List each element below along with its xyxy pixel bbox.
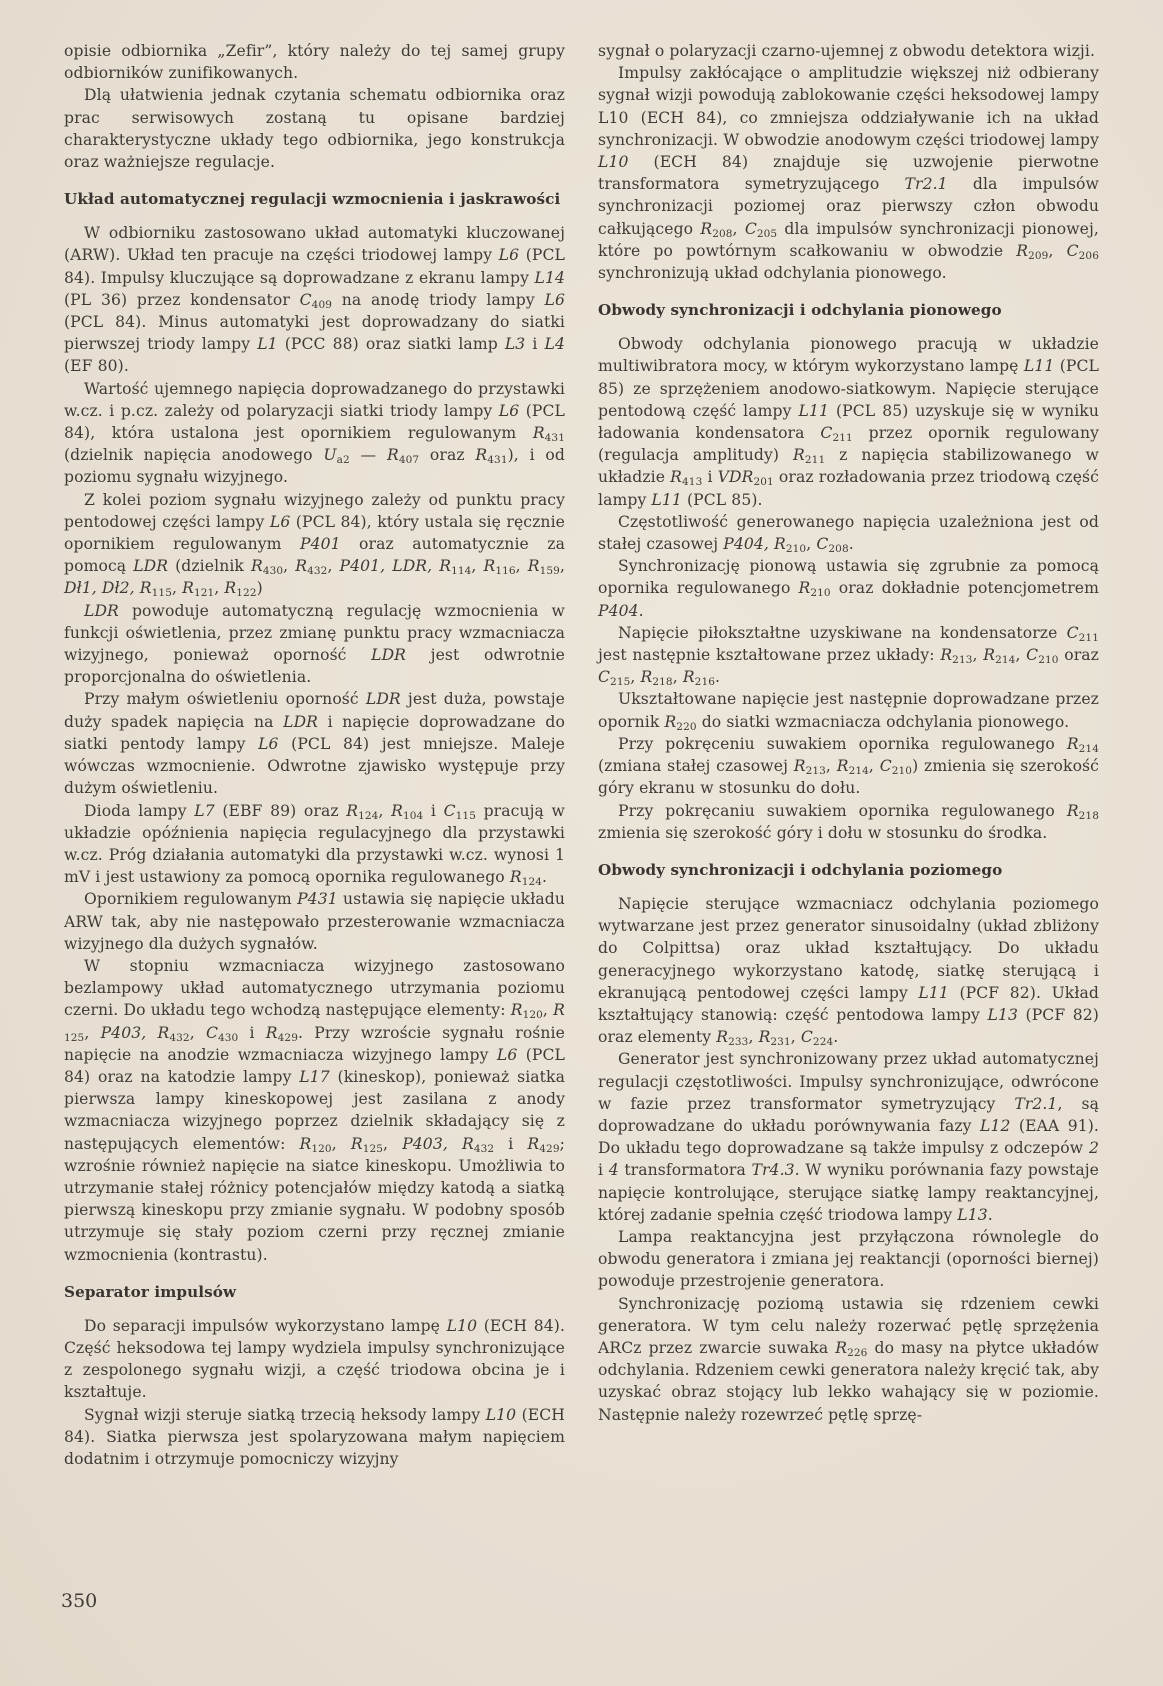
text-run: do siatki wzmacniacza odchylania pionowego. <box>696 712 1070 731</box>
paragraph <box>598 893 1099 1048</box>
text-run: (EBF 89) oraz <box>214 801 347 820</box>
text-run: , <box>214 579 225 598</box>
subscript: 124 <box>358 809 379 822</box>
component-ref: C <box>598 668 611 687</box>
subscript: 215 <box>610 676 631 689</box>
component-ref: P403, R <box>402 1134 474 1153</box>
subscript: 115 <box>151 587 172 600</box>
text-run: i <box>494 1134 528 1153</box>
section-heading: Układ automatycznej regulacji wzmocnienia i jaskrawości <box>64 190 561 209</box>
text-run: do masy na płytce układów odchylania. Rdzeniem cewki generatora należy kręcić tak, aby uzyskać obraz stojący lub lekko wahający się w poziomie. Następnie należy rozewrzeć pętlę sprzę- <box>598 1338 1099 1424</box>
component-ref: R <box>527 557 540 576</box>
paragraph <box>64 84 565 173</box>
component-ref: R <box>295 557 308 576</box>
text-run: , <box>383 1134 403 1153</box>
text-run: Dioda lampy <box>84 801 195 820</box>
component-ref: L3 <box>504 335 526 354</box>
component-ref: R <box>553 1001 565 1020</box>
text-run: , <box>559 557 565 576</box>
text-run: , <box>868 757 880 776</box>
paragraph <box>64 888 565 955</box>
subscript: 218 <box>1078 809 1099 822</box>
text-run: (EAA 91). Do układu tego doprowadzane są także impulsy z odczepów <box>598 1116 1099 1158</box>
component-ref: Tr2.1 <box>1014 1094 1058 1113</box>
text-run: , <box>283 557 296 576</box>
text-run: oraz <box>419 446 476 465</box>
subscript: 432 <box>307 565 328 578</box>
component-ref: L6 <box>498 246 520 265</box>
text-run: (PCL 84). Minus automatyki jest doprowadzany do siatki pierwszej triody lampy <box>64 313 565 354</box>
text-run: przez opornik regulowany (regulacja amplitudy) <box>598 424 1100 465</box>
subscript: 226 <box>847 1346 868 1359</box>
component-ref: R <box>386 446 399 465</box>
component-ref: P404, R <box>723 535 786 554</box>
text-run: , <box>1048 241 1067 260</box>
text-run: opisie odbiornika „Zefir”, który należy do tej samej grupy odbiorników zunifikowanych. <box>64 42 565 83</box>
component-ref: R <box>983 646 996 665</box>
text-run: (PCL 84) jest mniejsze. Maleje wówczas wzmocnienie. Odwrotne zjawisko występuje przy dużym oświetleniu. <box>64 734 565 798</box>
subscript: 124 <box>521 876 543 889</box>
component-ref: R <box>940 646 953 665</box>
component-ref: LDR <box>365 690 401 709</box>
subscript: 120 <box>522 1009 543 1022</box>
text-run: , <box>1015 646 1027 665</box>
text-run: (dzielnik napięcia anodowego <box>64 446 324 465</box>
subscript: 224 <box>812 1036 834 1049</box>
subscript: 122 <box>236 587 257 600</box>
component-ref: P404 <box>598 601 639 620</box>
paragraph <box>64 222 565 377</box>
component-ref: C <box>299 290 312 309</box>
paragraph <box>598 688 1099 732</box>
text-run: jest odwrotnie proporcjonalna do oświetlenia. <box>64 646 565 687</box>
component-ref: LDR <box>283 712 319 731</box>
component-ref: L6 <box>269 512 291 531</box>
component-ref: L11 <box>1023 357 1055 376</box>
paragraph <box>598 1293 1099 1426</box>
text-run: — <box>349 446 387 465</box>
paragraph <box>64 955 565 1266</box>
text-run: Przy małym oświetleniu oporność <box>84 690 366 709</box>
component-ref: C <box>820 424 833 443</box>
text-run: z napięcia stabilizowanego w układzie <box>598 446 1100 487</box>
subscript: 211 <box>1078 631 1099 644</box>
subscript: 210 <box>891 765 913 778</box>
text-run: oraz rozładowania przez triodową część lampy <box>598 468 1099 509</box>
text-run: (PL 36) przez kondensator <box>64 290 300 309</box>
paragraph <box>598 1226 1099 1293</box>
component-ref: L1 <box>257 335 278 354</box>
text-run: , <box>732 219 745 238</box>
component-ref: C <box>1066 241 1079 260</box>
component-ref: P401 <box>299 535 341 554</box>
subscript: 209 <box>1028 249 1049 262</box>
text-run: zmienia się szerokość góry i dołu w stosunku do środka. <box>598 823 1048 842</box>
component-ref: R <box>682 668 695 687</box>
paragraph <box>64 688 565 799</box>
subscript: 114 <box>451 565 472 578</box>
component-ref: R <box>483 557 496 576</box>
paragraph <box>64 40 565 84</box>
component-ref: C <box>879 757 892 776</box>
text-run: , <box>327 557 340 576</box>
component-ref: R <box>798 579 811 598</box>
paragraph <box>598 555 1099 622</box>
subscript: a2 <box>336 454 350 467</box>
subscript: 208 <box>828 543 849 556</box>
component-ref: R <box>391 801 403 820</box>
component-ref: 2 <box>1088 1139 1099 1158</box>
subscript: 210 <box>810 587 831 600</box>
text-run: , <box>630 668 641 687</box>
text-run: , <box>790 1028 801 1047</box>
text-run: Do separacji impulsów wykorzystano lampę <box>84 1316 447 1335</box>
text-run: (PCL 84), która ustalona jest opornikiem regulowanym <box>64 401 565 443</box>
component-ref: C <box>744 219 757 238</box>
component-ref: L11 <box>651 490 682 509</box>
subscript: 205 <box>756 227 778 240</box>
text-run: jest następnie kształtowane przez układy: <box>598 646 941 665</box>
text-run: (PCL 85) ze sprzężeniem anodowo-siatkowym. Napięcie sterujące pentodową część lampy <box>598 357 1099 420</box>
text-run: powoduje automatyczną regulację wzmocnienia w funkcji oświetlenia, przez zmianę punktu pracy wzmacniacza wizyjnego, ponieważ oporność <box>64 601 565 665</box>
subscript: 213 <box>805 765 826 778</box>
subscript: 431 <box>487 454 508 467</box>
text-run: , <box>825 757 837 776</box>
subscript: 121 <box>193 587 215 600</box>
paragraph <box>598 511 1099 555</box>
section-heading: Separator impulsów <box>64 1282 237 1301</box>
component-ref: R <box>1066 734 1079 753</box>
text-run: , <box>471 557 484 576</box>
text-run: , <box>84 1023 101 1042</box>
component-ref: C <box>443 801 456 820</box>
component-ref: VDR <box>717 468 754 487</box>
text-run: i <box>702 468 718 487</box>
component-ref: R <box>510 1001 523 1020</box>
component-ref: Tr2.1 <box>904 175 948 194</box>
paragraph <box>598 1048 1099 1226</box>
component-ref: R <box>836 757 849 776</box>
text-run: (ECH 84). Siatka pierwsza jest spolaryzowana małym napięciem dodatnim i otrzymuje pomocniczy wizyjny <box>64 1405 565 1468</box>
text-run: , <box>171 579 183 598</box>
text-run: sygnał o polaryzacji czarno-ujemnej z obwodu detektora wizji. <box>598 42 1095 60</box>
text-run: ), i od poziomu sygnału wizyjnego. <box>64 446 565 487</box>
subscript: 116 <box>495 565 516 578</box>
component-ref: Tr4.3 <box>751 1161 795 1180</box>
text-run: Częstotliwość generowanego napięcia uzależniona jest od stałej czasowej <box>598 512 1099 554</box>
component-ref: Dł1, Dł2, R <box>64 579 152 598</box>
text-run: Wartość ujemnego napięcia doprowadzanego do przystawki w.cz. i p.cz. zależy od polaryzacji siatki triody lampy <box>64 379 565 420</box>
subscript: 104 <box>402 809 424 822</box>
text-run: , są doprowadzane do układu porównywania fazy <box>598 1094 1099 1135</box>
component-ref: L10 <box>598 153 629 172</box>
text-run: Sygnał wizji steruje siatką trzecią heksody lampy <box>84 1405 486 1424</box>
text-run: . W wyniku porównania fazy powstaje napięcie kontrolujące, sterujące siatkę lampy reaktancyjnej, której zadanie spełnia część triodowa lampy <box>598 1161 1099 1224</box>
component-ref: L6 <box>544 290 565 309</box>
component-ref: L14 <box>534 268 565 287</box>
subscript: 216 <box>694 676 716 689</box>
text-run: . <box>715 668 721 687</box>
text-run: Napięcie piłokształtne uzyskiwane na kondensatorze <box>618 623 1067 642</box>
component-ref: L10 <box>446 1316 478 1335</box>
component-ref: R <box>250 557 263 576</box>
subscript: 220 <box>676 720 697 733</box>
component-ref: L11 <box>798 401 830 420</box>
component-ref: R <box>224 579 237 598</box>
text-run: i <box>423 801 444 820</box>
text-run: , <box>331 1134 351 1153</box>
component-ref: R <box>475 446 488 465</box>
text-run: Przy pokręcaniu suwakiem opornika regulowanego <box>618 801 1067 820</box>
text-run: oraz automatycznie za pomocą <box>64 535 565 576</box>
text-run: Lampa reaktancyjna jest przyłączona równolegle do obwodu generatora i zmiana jej reaktancji (oporności biernej) powoduje przestrojenie generatora. <box>598 1227 1099 1291</box>
text-run: synchronizują układ odchylania pionowego. <box>598 264 947 283</box>
text-run: i <box>598 1161 609 1180</box>
subscript: 431 <box>544 432 565 445</box>
component-ref: L13 <box>957 1205 988 1224</box>
component-ref: P403, R <box>100 1023 170 1042</box>
component-ref: L7 <box>194 801 215 820</box>
text-run: , <box>672 668 683 687</box>
paragraph <box>598 333 1099 511</box>
text-run: dla impulsów synchronizacji pionowej, które po powtórnym scałkowaniu w obwodzie <box>598 219 1099 260</box>
component-ref: R <box>265 1023 278 1042</box>
component-ref: LDR <box>371 646 407 665</box>
text-run: , <box>189 1023 206 1042</box>
paragraph <box>598 62 1099 284</box>
paragraph <box>598 733 1099 800</box>
subscript: 206 <box>1078 249 1099 262</box>
component-ref: C <box>816 535 829 554</box>
subscript: 214 <box>848 765 869 778</box>
component-ref: C <box>1026 646 1039 665</box>
subscript: 430 <box>262 565 284 578</box>
right-column <box>598 40 1099 1426</box>
text-run: (PCL 84), który ustala się ręcznie opornikiem regulowanym <box>64 512 565 554</box>
subscript: 125 <box>362 1142 384 1155</box>
component-ref: R <box>182 579 194 598</box>
component-ref: R <box>793 446 805 465</box>
subscript: 201 <box>753 476 774 489</box>
paragraph <box>64 600 565 689</box>
text-run: Ukształtowane napięcie jest następnie doprowadzane przez opornik <box>598 690 1099 731</box>
text-run: dla impulsów synchronizacji poziomej oraz pierwszy człon obwodu całkującego <box>598 175 1099 238</box>
subscript: 214 <box>1078 742 1099 755</box>
paragraph <box>64 1404 565 1471</box>
component-ref: R <box>835 1338 848 1357</box>
text-run: i <box>525 335 545 354</box>
component-ref: R <box>716 1028 729 1047</box>
text-run: Przy pokręceniu suwakiem opornika regulowanego <box>618 734 1067 753</box>
subscript: 432 <box>169 1031 190 1044</box>
component-ref: R <box>1066 801 1079 820</box>
component-ref: L4 <box>544 335 566 354</box>
component-ref: R <box>350 1134 363 1153</box>
subscript: 413 <box>682 476 703 489</box>
component-ref: L17 <box>299 1067 330 1086</box>
text-run: (ECH 84) znajduje się uzwojenie pierwotne transformatora symetryzującego <box>598 153 1099 194</box>
component-ref: R <box>532 424 545 443</box>
text-run: (PCL 84) oraz na katodzie lampy <box>64 1045 565 1086</box>
text-run: . Przy wzroście sygnału rośnie napięcie na anodzie wzmacniacza wizyjnego lampy <box>64 1023 565 1064</box>
text-run: (PCF 82). Układ kształtujący stanowią: część pentodowa lampy <box>598 983 1099 1024</box>
text-run: ; wzrośnie również napięcie na siatce kineskopu. Umożliwia to utrzymanie stałej różnicy potencjałów między katodą a siatką pierwszą kineskopu przy zmianie sygnału. W podobny sposób utrzymuje się stały poziom czerni przy ręcznej zmianie wzmocnienia (kontrastu). <box>64 1134 565 1264</box>
component-ref: L6 <box>496 1045 518 1064</box>
subscript: 120 <box>311 1142 332 1155</box>
subscript: 115 <box>455 809 476 822</box>
text-run: pracują w układzie opóźnienia napięcia regulacyjnego dla przystawki w.cz. Próg działania automatyki dla przystawki w.cz. wynosi 1 mV i jest ustawiony za pomocą opornika regulowanego <box>64 801 565 887</box>
paragraph <box>598 40 1099 62</box>
text-run: (kineskop), ponieważ siatka pierwsza lampy kineskopowej jest zasilana z anody wzmacniacza wizyjnego poprzez dzielnik składający się z następujących elementów: <box>64 1067 565 1153</box>
paragraph <box>598 800 1099 844</box>
subscript: 430 <box>217 1031 239 1044</box>
subscript: 214 <box>995 654 1016 667</box>
text-run: Synchronizację pionową ustawia się zgrubnie za pomocą opornika regulowanego <box>598 557 1099 598</box>
component-ref: R <box>1016 241 1029 260</box>
text-run: oraz <box>1058 646 1099 665</box>
subscript: 231 <box>770 1036 791 1049</box>
component-ref: L6 <box>498 401 520 420</box>
section-heading: Obwody synchronizacji i odchylania pionowego <box>598 301 1002 320</box>
subscript: 218 <box>652 676 673 689</box>
subscript: 208 <box>712 227 733 240</box>
text-run: Impulsy zakłócające o amplitudzie większej niż odbierany sygnał wizji powodują zablokowanie części heksodowej lampy L10 (ECH 84), co zmniejsza oddziaływanie ich na układ synchronizacji. W obwodzie anodowym części triodowej lampy <box>598 64 1099 149</box>
paragraph <box>64 378 565 489</box>
text-run: na anodę triody lampy <box>332 290 545 309</box>
paragraph <box>64 489 565 600</box>
text-run: ) zmienia się szerokość góry ekranu w stosunku do dołu. <box>598 757 1099 798</box>
component-ref: C <box>800 1028 813 1047</box>
text-run: (PCL 85). <box>681 490 763 509</box>
subscript: 210 <box>785 543 807 556</box>
text-run: (PCL 84). Impulsy kluczujące są doprowadzane z ekranu lampy <box>64 246 565 287</box>
subscript: 211 <box>832 432 853 445</box>
component-ref: P401, LDR, R <box>339 557 452 576</box>
subscript: 125 <box>64 1031 85 1044</box>
text-run: , <box>542 1001 554 1020</box>
text-run: Opornikiem regulowanym <box>84 890 298 909</box>
section-heading: Obwody synchronizacji i odchylania poziomego <box>598 860 1003 879</box>
text-run: jest duża, powstaje duży spadek napięcia na <box>64 690 566 731</box>
subscript: 159 <box>539 565 560 578</box>
text-run: (dzielnik <box>168 557 251 576</box>
component-ref: U <box>323 446 337 465</box>
paragraph <box>64 1315 565 1404</box>
component-ref: R <box>758 1028 771 1047</box>
component-ref: LDR <box>133 557 169 576</box>
paragraph <box>598 622 1099 689</box>
subscript: 407 <box>398 454 420 467</box>
text-run: Dlą ułatwienia jednak czytania schematu odbiornika oraz prac serwisowych zostaną tu opisane bardziej charakterystyczne układy tego odbiornika, jego konstrukcja oraz ważniejsze regulacje. <box>64 86 565 172</box>
component-ref: R <box>640 668 653 687</box>
left-column <box>64 40 565 1470</box>
component-ref: L13 <box>987 1005 1018 1024</box>
text-run: i napięcie doprowadzane do siatki pentody lampy <box>64 712 565 753</box>
component-ref: R <box>670 468 683 487</box>
text-run: ustawia się napięcie układu ARW tak, aby nie następowało przesterowanie wzmacniacza wizyjnego dla dużych sygnałów. <box>64 890 565 953</box>
text-run: (PCL 85) uzyskuje się w wyniku ładowania kondensatora <box>598 401 1099 443</box>
subscript: 211 <box>804 454 826 467</box>
text-run: (PCC 88) oraz siatki lamp <box>277 335 505 354</box>
subscript: 409 <box>311 298 333 311</box>
text-run: (EF 80). <box>64 357 129 376</box>
component-ref: P431 <box>297 890 338 909</box>
text-run: Generator jest synchronizowany przez układ automatycznej regulacji częstotliwości. Impulsy synchronizujące, odwrócone w fazie przez transformator symetryzujący <box>598 1050 1099 1113</box>
subscript: 432 <box>473 1142 495 1155</box>
component-ref: R <box>793 757 806 776</box>
text-run: . <box>848 535 854 554</box>
component-ref: R <box>346 801 359 820</box>
component-ref: R <box>664 712 677 731</box>
text-run: . <box>987 1205 993 1224</box>
text-run: i <box>238 1023 266 1042</box>
page-number: 350 <box>61 1590 98 1612</box>
component-ref: R <box>700 219 713 238</box>
subscript: 233 <box>728 1036 749 1049</box>
paragraph <box>64 800 565 889</box>
subscript: 429 <box>539 1142 560 1155</box>
text-run: (ECH 84). Część heksodowa tej lampy wydziela impulsy synchronizujące z zespolonego sygnału wizji, a część triodowa obcina je i kształtuje. <box>64 1316 565 1402</box>
text-run: . <box>638 601 644 620</box>
component-ref: 4 <box>608 1161 619 1180</box>
text-run: Synchronizację poziomą ustawia się rdzeniem cewki generatora. W tym celu należy rozerwać pętlę sprzężenia ARCz przez zwarcie suwaka <box>598 1294 1099 1357</box>
text-run: , <box>972 646 984 665</box>
text-run: (PCF 82) oraz elementy <box>598 1005 1099 1047</box>
component-ref: C <box>205 1023 218 1042</box>
text-run: , <box>515 557 528 576</box>
text-run: oraz dokładnie potencjometrem <box>830 579 1099 598</box>
text-run: W stopniu wzmacniacza wizyjnego zastosowano bezlampowy układ automatycznego utrzymania poziomu czerni. Do układu tego wchodzą następujące elementy: <box>64 956 565 1020</box>
text-run: , <box>806 535 817 554</box>
text-run: , <box>748 1028 759 1047</box>
text-run: ) <box>256 579 263 598</box>
text-run: . <box>833 1028 839 1047</box>
text-run: . <box>542 868 548 887</box>
subscript: 210 <box>1038 654 1059 667</box>
subscript: 213 <box>952 654 973 667</box>
text-run: Napięcie sterujące wzmacniacz odchylania poziomego wytwarzane jest przez generator sinusoidalny (układ zbliżony do Colpittsa) oraz układ kształtujący. Do układu generacyjnego wykorzystano katodę, siatkę sterującą i ekranującą pentodowej części lampy <box>598 894 1099 1002</box>
subscript: 429 <box>277 1031 298 1044</box>
text-run: Obwody odchylania pionowego pracują w układzie multiwibratora mocy, w którym wykorzystano lampę <box>598 335 1099 376</box>
component-ref: L12 <box>979 1116 1011 1135</box>
component-ref: L6 <box>258 734 279 753</box>
text-run: (zmiana stałej czasowej <box>598 757 794 776</box>
component-ref: R <box>299 1134 312 1153</box>
component-ref: R <box>527 1134 540 1153</box>
text-run: transformatora <box>618 1161 752 1180</box>
text-run: W odbiorniku zastosowano układ automatyki kluczowanej (ARW). Układ ten pracuje na części triodowej lampy <box>64 224 565 265</box>
component-ref: L11 <box>918 983 949 1002</box>
component-ref: LDR <box>84 601 119 620</box>
component-ref: L10 <box>485 1405 517 1424</box>
text-run: Z kolei poziom sygnału wizyjnego zależy od punktu pracy pentodowej części lampy <box>64 490 565 531</box>
text-run: , <box>378 801 392 820</box>
component-ref: C <box>1066 623 1079 642</box>
component-ref: R <box>509 868 522 887</box>
